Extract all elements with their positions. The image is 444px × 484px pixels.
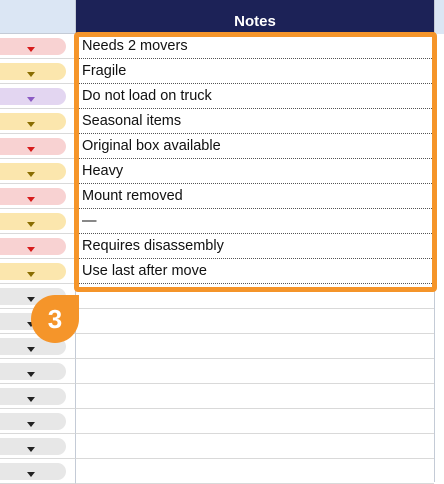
callout-number: 3 bbox=[47, 304, 63, 334]
note-text: Do not load on truck bbox=[82, 88, 212, 104]
note-text: Original box available bbox=[82, 138, 221, 154]
status-cell[interactable] bbox=[0, 359, 76, 384]
notes-cell[interactable] bbox=[76, 309, 434, 334]
status-cell[interactable] bbox=[0, 84, 76, 109]
dropdown-arrow-icon[interactable] bbox=[27, 197, 35, 202]
status-chip[interactable] bbox=[0, 63, 66, 80]
status-chip[interactable] bbox=[0, 138, 66, 155]
dropdown-arrow-icon[interactable] bbox=[27, 97, 35, 102]
notes-cell[interactable] bbox=[76, 409, 434, 434]
status-chip[interactable] bbox=[0, 388, 66, 405]
status-cell[interactable] bbox=[0, 409, 76, 434]
dropdown-arrow-icon[interactable] bbox=[27, 222, 35, 227]
notes-cell[interactable] bbox=[76, 184, 434, 209]
status-cell[interactable] bbox=[0, 234, 76, 259]
notes-header-label: Notes bbox=[234, 13, 276, 30]
dropdown-arrow-icon[interactable] bbox=[27, 172, 35, 177]
dropdown-arrow-icon[interactable] bbox=[27, 422, 35, 427]
status-cell[interactable] bbox=[0, 134, 76, 159]
status-cell[interactable] bbox=[0, 184, 76, 209]
dropdown-arrow-icon[interactable] bbox=[27, 372, 35, 377]
note-text: — bbox=[82, 213, 97, 229]
dropdown-arrow-icon[interactable] bbox=[27, 447, 35, 452]
status-chip[interactable] bbox=[0, 188, 66, 205]
callout-badge bbox=[31, 295, 79, 343]
notes-cell[interactable] bbox=[76, 359, 434, 384]
notes-cell[interactable] bbox=[76, 84, 434, 109]
status-cell[interactable] bbox=[0, 459, 76, 484]
notes-cell[interactable] bbox=[76, 34, 434, 59]
status-cell[interactable] bbox=[0, 209, 76, 234]
status-chip[interactable] bbox=[0, 238, 66, 255]
notes-cell[interactable] bbox=[76, 59, 434, 84]
status-cell[interactable] bbox=[0, 34, 76, 59]
dropdown-arrow-icon[interactable] bbox=[27, 122, 35, 127]
status-chip[interactable] bbox=[0, 438, 66, 455]
notes-cell[interactable] bbox=[76, 234, 434, 259]
dropdown-arrow-icon[interactable] bbox=[27, 347, 35, 352]
notes-cell[interactable] bbox=[76, 284, 434, 309]
status-cell[interactable] bbox=[0, 259, 76, 284]
status-chip[interactable] bbox=[0, 213, 66, 230]
notes-cell[interactable] bbox=[76, 209, 434, 234]
next-column-edge bbox=[434, 34, 444, 482]
column-header-previous[interactable] bbox=[0, 0, 76, 34]
status-chip[interactable] bbox=[0, 163, 66, 180]
notes-cell[interactable] bbox=[76, 159, 434, 184]
note-text: Fragile bbox=[82, 63, 127, 79]
dropdown-arrow-icon[interactable] bbox=[27, 247, 35, 252]
dropdown-arrow-icon[interactable] bbox=[27, 472, 35, 477]
dropdown-arrow-icon[interactable] bbox=[27, 47, 35, 52]
status-chip[interactable] bbox=[0, 38, 66, 55]
dropdown-arrow-icon[interactable] bbox=[27, 272, 35, 277]
dropdown-arrow-icon[interactable] bbox=[27, 397, 35, 402]
notes-cell[interactable] bbox=[76, 334, 434, 359]
notes-cell[interactable] bbox=[76, 384, 434, 409]
status-chip[interactable] bbox=[0, 263, 66, 280]
notes-cell[interactable] bbox=[76, 459, 434, 484]
dropdown-arrow-icon[interactable] bbox=[27, 297, 35, 302]
status-chip[interactable] bbox=[0, 363, 66, 380]
note-text: Heavy bbox=[82, 163, 124, 179]
notes-cell[interactable] bbox=[76, 434, 434, 459]
note-text: Requires disassembly bbox=[82, 238, 224, 254]
notes-cell[interactable] bbox=[76, 109, 434, 134]
column-header-next[interactable] bbox=[434, 0, 444, 34]
status-chip[interactable] bbox=[0, 113, 66, 130]
dropdown-arrow-icon[interactable] bbox=[27, 147, 35, 152]
status-chip[interactable] bbox=[0, 413, 66, 430]
note-text: Seasonal items bbox=[82, 113, 182, 129]
dropdown-arrow-icon[interactable] bbox=[27, 72, 35, 77]
notes-cell[interactable] bbox=[76, 134, 434, 159]
status-cell[interactable] bbox=[0, 59, 76, 84]
status-cell[interactable] bbox=[0, 384, 76, 409]
note-text: Use last after move bbox=[82, 263, 207, 279]
status-cell[interactable] bbox=[0, 434, 76, 459]
notes-cell[interactable] bbox=[76, 259, 434, 284]
status-cell[interactable] bbox=[0, 109, 76, 134]
status-chip[interactable] bbox=[0, 88, 66, 105]
status-chip[interactable] bbox=[0, 463, 66, 480]
note-text: Needs 2 movers bbox=[82, 38, 188, 54]
column-header-notes[interactable] bbox=[76, 0, 434, 34]
note-text: Mount removed bbox=[82, 188, 183, 204]
status-cell[interactable] bbox=[0, 159, 76, 184]
